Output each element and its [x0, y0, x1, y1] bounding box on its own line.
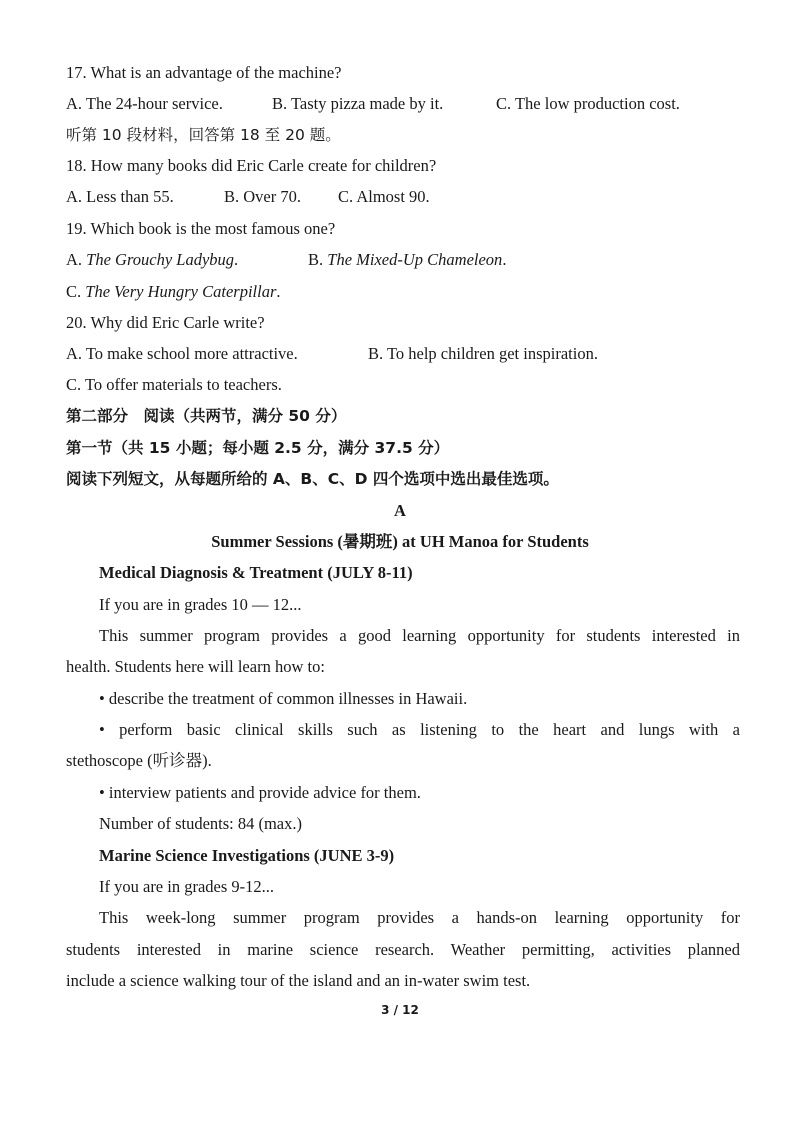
program-medical-desc-1: This summer program provides a good learning opportunity for students interested in: [99, 626, 740, 645]
program-medical-bullet-2: • perform basic clinical skills such as listening to the heart and lungs with a: [99, 720, 740, 739]
program-medical-bullet-3: • interview patients and provide advice for them.: [99, 783, 421, 802]
option-b: B. To help children get inspiration.: [368, 344, 598, 363]
reading-instruction: 阅读下列短文，从每题所给的 A、B、C、D 四个选项中选出最佳选项。: [66, 470, 559, 488]
question-20-options-ab: [66, 343, 740, 365]
passage-title: Summer Sessions (暑期班) at UH Manoa for Students: [211, 532, 589, 551]
option-a: A. The 24-hour service.: [66, 94, 223, 113]
listening-instruction: 听第 10 段材料，回答第 18 至 20 题。: [66, 126, 341, 144]
section-one-heading: 第一节（共 15 小题；每小题 2.5 分，满分 37.5 分）: [66, 439, 450, 457]
option-a: A. The Grouchy Ladybug.: [66, 250, 239, 269]
option-a: A. Less than 55.: [66, 187, 174, 206]
question-17-stem: 17. What is an advantage of the machine?: [66, 63, 342, 82]
page-number: 3 / 12: [381, 1003, 419, 1017]
program-marine-grades: If you are in grades 9-12...: [99, 877, 275, 896]
option-b: B. The Mixed-Up Chameleon.: [308, 250, 507, 269]
option-a: A. To make school more attractive.: [66, 344, 298, 363]
program-marine-desc-3: include a science walking tour of the island and an in-water swim test.: [66, 971, 531, 990]
book-title: The Mixed-Up Chameleon: [327, 250, 503, 269]
part-two-heading: 第二部分 阅读（共两节，满分 50 分）: [66, 407, 347, 425]
program-medical-desc-2: health. Students here will learn how to:: [66, 657, 325, 676]
question-18-stem: 18. How many books did Eric Carle create for children?: [66, 156, 437, 175]
program-medical-bullet-1: • describe the treatment of common illnesses in Hawaii.: [99, 689, 468, 708]
program-medical-title: Medical Diagnosis & Treatment (JULY 8-11): [99, 563, 413, 582]
program-medical-students: Number of students: 84 (max.): [99, 814, 303, 833]
question-19-stem: 19. Which book is the most famous one?: [66, 219, 336, 238]
option-b: B. Over 70.: [224, 187, 301, 206]
option-b: B. Tasty pizza made by it.: [272, 94, 444, 113]
passage-letter: A: [394, 501, 406, 520]
program-medical-bullet-2-cont: stethoscope (听诊器).: [66, 751, 212, 770]
program-marine-desc-1: This week-long summer program provides a hands-on learning opportunity for: [99, 908, 740, 927]
program-marine-title: Marine Science Investigations (JUNE 3-9): [99, 846, 395, 865]
question-20-option-c: C. To offer materials to teachers.: [66, 375, 282, 394]
question-20-stem: 20. Why did Eric Carle write?: [66, 313, 265, 332]
book-title: The Grouchy Ladybug: [86, 250, 235, 269]
option-c: C. The low production cost.: [496, 94, 680, 113]
option-c: C. Almost 90.: [338, 187, 430, 206]
program-marine-desc-2: students interested in marine science research. Weather permitting, activities planned: [66, 940, 740, 959]
question-19-options-ab: [66, 249, 740, 271]
question-18-options: [66, 186, 740, 208]
book-title: The Very Hungry Caterpillar: [85, 282, 277, 301]
question-17-options: [66, 93, 740, 115]
question-19-option-c: C. The Very Hungry Caterpillar.: [66, 282, 281, 301]
program-medical-grades: If you are in grades 10 — 12...: [99, 595, 302, 614]
